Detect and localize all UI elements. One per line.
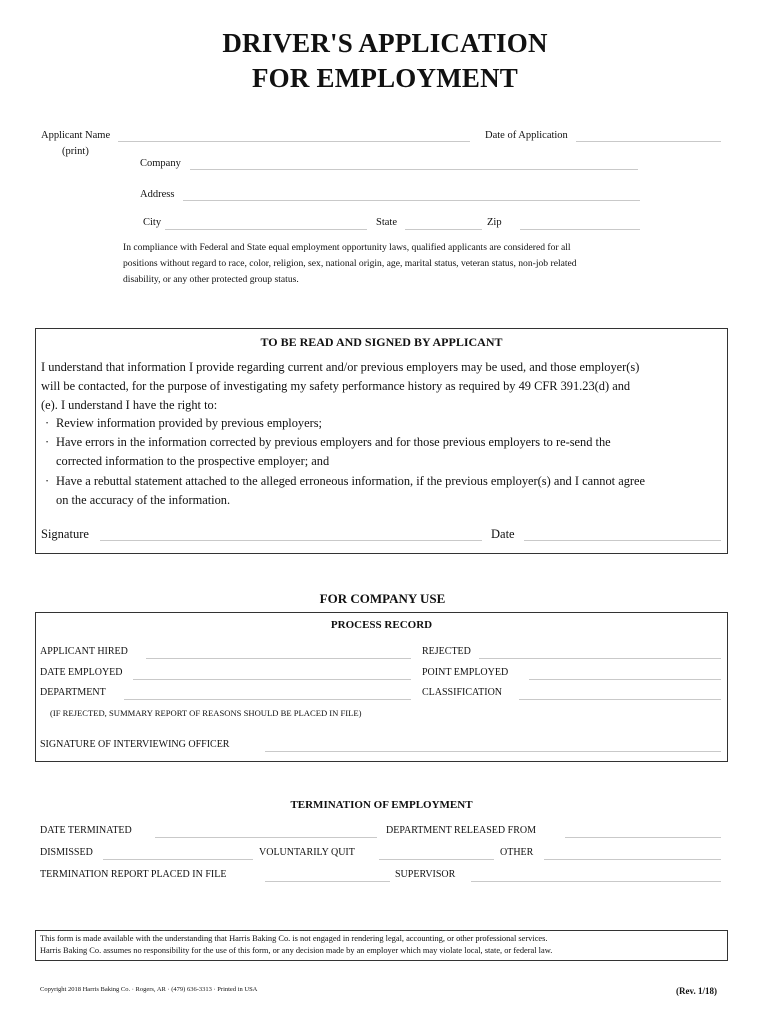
compliance-text-line1: In compliance with Federal and State equal employment opportunity laws, qualified applicants are considered for all — [123, 242, 571, 253]
interviewing-officer-signature-field[interactable] — [265, 741, 721, 752]
company-label: Company — [140, 158, 181, 169]
city-field[interactable] — [165, 219, 367, 230]
compliance-text-line2: positions without regard to race, color, religion, sex, national origin, age, marital status, veteran status, non-job related — [123, 258, 577, 269]
point-employed-field[interactable] — [529, 669, 721, 680]
department-released-label: DEPARTMENT RELEASED FROM — [386, 825, 536, 836]
applicant-name-sub-label: (print) — [62, 146, 89, 157]
form-title-line1: DRIVER'S APPLICATION — [222, 28, 548, 58]
date-terminated-label: DATE TERMINATED — [40, 825, 132, 836]
applicant-name-field[interactable] — [118, 131, 470, 142]
read-and-sign-heading: TO BE READ AND SIGNED BY APPLICANT — [260, 335, 503, 349]
date-terminated-field[interactable] — [155, 827, 377, 838]
compliance-text-line3: disability, or any other protected group status. — [123, 274, 299, 285]
revision-label: (Rev. 1/18) — [676, 986, 717, 996]
right-item-1: Review information provided by previous employers; — [56, 416, 322, 430]
signature-date-field[interactable] — [524, 530, 721, 541]
classification-label: CLASSIFICATION — [422, 687, 503, 698]
consent-text-line2: will be contacted, for the purpose of investigating my safety performance history as required by 49 CFR 391.23(d) and — [41, 379, 631, 393]
company-use-heading: FOR COMPANY USE — [319, 591, 446, 606]
consent-text-line3: (e). I understand I have the right to: — [41, 398, 218, 412]
department-released-field[interactable] — [565, 827, 721, 838]
right-item-2-line1: Have errors in the information corrected by previous employers and for those previous employers to re-send the — [56, 435, 611, 449]
state-label: State — [376, 217, 397, 228]
signature-label: Signature — [41, 527, 89, 541]
city-label: City — [143, 217, 162, 228]
right-item-2-line2: corrected information to the prospective employer; and — [56, 454, 330, 468]
applicant-name-label: Applicant Name — [41, 130, 111, 141]
interviewing-officer-signature-label: SIGNATURE OF INTERVIEWING OFFICER — [40, 739, 230, 750]
disclaimer-line1: This form is made available with the understanding that Harris Baking Co. is not engaged in rendering legal, accounting, or other professional services. — [40, 934, 548, 943]
process-record-heading: PROCESS RECORD — [330, 619, 433, 631]
department-field[interactable] — [124, 689, 411, 700]
department-label: DEPARTMENT — [40, 687, 106, 698]
signature-date-label: Date — [491, 527, 515, 541]
other-label: OTHER — [500, 847, 534, 858]
classification-field[interactable] — [519, 689, 721, 700]
rejected-note: (IF REJECTED, SUMMARY REPORT OF REASONS SHOULD BE PLACED IN FILE) — [50, 708, 362, 718]
rejected-label: REJECTED — [422, 646, 471, 657]
supervisor-label: SUPERVISOR — [395, 869, 456, 880]
point-employed-label: POINT EMPLOYED — [422, 667, 509, 678]
zip-field[interactable] — [520, 219, 640, 230]
applicant-signature-field[interactable] — [100, 530, 482, 541]
date-of-application-field[interactable] — [576, 131, 721, 142]
right-item-3-line1: Have a rebuttal statement attached to the alleged erroneous information, if the previous employer(s) and I cannot agree — [56, 474, 646, 488]
copyright-text: Copyright 2018 Harris Baking Co. · Rogers, AR · (479) 636-3313 · Printed in USA — [40, 986, 258, 993]
applicant-hired-field[interactable] — [146, 648, 411, 659]
bullet-3: · — [45, 474, 50, 488]
consent-text-line1: I understand that information I provide regarding current and/or previous employers may be used, and those employer(s) — [41, 360, 640, 374]
supervisor-field[interactable] — [471, 871, 721, 882]
bullet-2: · — [45, 435, 50, 449]
rejected-field[interactable] — [479, 648, 721, 659]
address-label: Address — [140, 189, 175, 200]
applicant-hired-label: APPLICANT HIRED — [40, 646, 128, 657]
address-field[interactable] — [183, 190, 640, 201]
dismissed-field[interactable] — [103, 849, 253, 860]
state-field[interactable] — [405, 219, 482, 230]
right-item-3-line2: on the accuracy of the information. — [56, 493, 231, 507]
dismissed-label: DISMISSED — [40, 847, 93, 858]
termination-report-label: TERMINATION REPORT PLACED IN FILE — [40, 869, 227, 880]
date-employed-label: DATE EMPLOYED — [40, 667, 123, 678]
zip-label: Zip — [487, 217, 502, 228]
voluntarily-quit-label: VOLUNTARILY QUIT — [259, 847, 355, 858]
company-field[interactable] — [190, 159, 638, 170]
termination-report-field[interactable] — [265, 871, 390, 882]
date-of-application-label: Date of Application — [485, 130, 568, 141]
disclaimer-line2: Harris Baking Co. assumes no responsibility for the use of this form, or any decision made by an employer which may violate local, state, or federal law. — [40, 946, 553, 955]
date-employed-field[interactable] — [133, 669, 411, 680]
bullet-1: · — [45, 416, 50, 430]
termination-heading: TERMINATION OF EMPLOYMENT — [290, 799, 473, 811]
other-field[interactable] — [544, 849, 721, 860]
form-title-line2: FOR EMPLOYMENT — [251, 63, 519, 93]
voluntarily-quit-field[interactable] — [379, 849, 494, 860]
